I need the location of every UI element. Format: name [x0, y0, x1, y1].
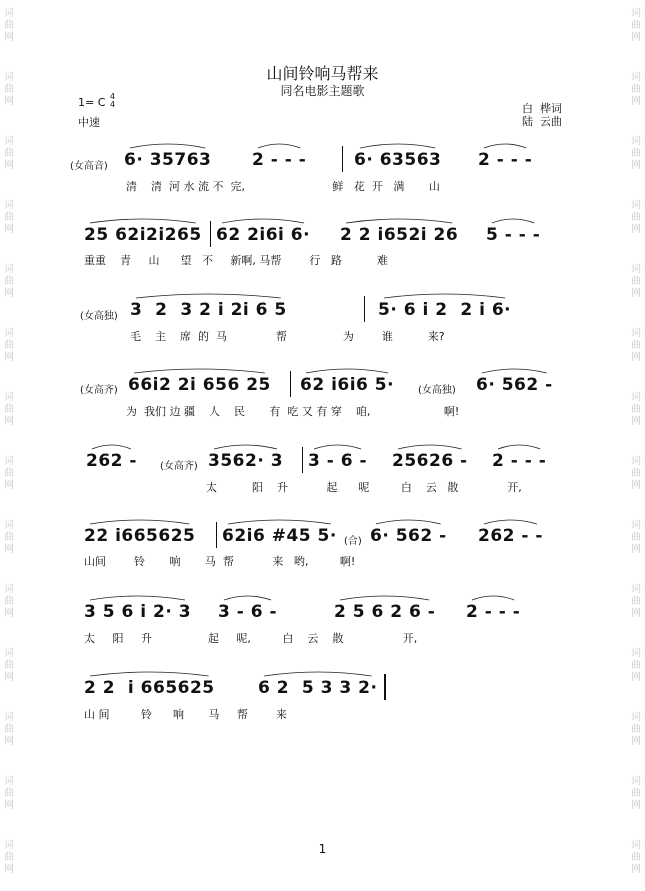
watermark-char: 网 [4, 800, 14, 811]
slur-arc [90, 596, 185, 600]
notation-measure: 66i2 2i 656 25 [128, 375, 271, 395]
watermark-char: 曲 [631, 212, 641, 223]
notation-measure: 2 - - - [466, 602, 521, 622]
lyric-line: 山间 铃 响 马 帮 来 哟, 啊! [84, 555, 356, 568]
bar-line [342, 146, 343, 172]
watermark-char: 词 [631, 520, 641, 531]
watermark-left [2, 0, 16, 891]
watermark-char: 网 [4, 608, 14, 619]
watermark-char: 曲 [631, 84, 641, 95]
watermark-char: 词 [631, 456, 641, 467]
composer-credit: 陆 云曲 [522, 115, 562, 128]
watermark-char: 网 [631, 96, 641, 107]
watermark-char: 曲 [4, 660, 14, 671]
notation-measure: 6· 562 - [370, 526, 447, 546]
watermark-char: 词 [631, 392, 641, 403]
notation-measure: 62 2i6i 6· [216, 225, 311, 245]
watermark-char: 词 [631, 776, 641, 787]
notation-measure: 2 - - - [478, 150, 533, 170]
watermark-char: 网 [631, 352, 641, 363]
bar-line [290, 371, 291, 397]
song-subtitle: 同名电影主题歌 [280, 84, 365, 98]
watermark-char: 词 [4, 328, 14, 339]
notation-measure: 62i6 #45 5· [222, 526, 337, 546]
key-signature: 1= C [78, 96, 106, 109]
voice-part-label: (女高齐) [160, 461, 198, 472]
watermark-char: 网 [4, 480, 14, 491]
notation-measure: 62 i6i6 5· [300, 375, 395, 395]
slur-arc [398, 445, 462, 449]
slur-arc [314, 445, 361, 449]
watermark-char: 曲 [4, 724, 14, 735]
watermark-char: 网 [4, 288, 14, 299]
slur-arc [360, 144, 435, 148]
watermark-char: 词 [4, 392, 14, 403]
slur-arc [306, 369, 388, 373]
final-bar-line [384, 674, 386, 700]
watermark-char: 网 [4, 416, 14, 427]
notation-measure: 3 2 3 2 i 2i 6 5 [130, 300, 287, 320]
notation-measure: 22 i665625 [84, 526, 196, 546]
voice-part-label: (女高齐) [80, 385, 118, 396]
lyric-line: 清 清 河 水 流 不 完, 鲜 花 开 满 山 [126, 180, 440, 193]
watermark-char: 网 [631, 544, 641, 555]
watermark-char: 曲 [631, 596, 641, 607]
watermark-char: 词 [631, 72, 641, 83]
watermark-char: 曲 [631, 532, 641, 543]
watermark-char: 词 [631, 8, 641, 19]
slur-arc [90, 219, 196, 223]
notation-measure: 5 - - - [486, 225, 541, 245]
watermark-char: 网 [631, 32, 641, 43]
watermark-char: 网 [631, 864, 641, 875]
notation-measure: 3562· 3 [208, 451, 284, 471]
notation-measure: 2 5 6 2 6 - [334, 602, 436, 622]
watermark-char: 曲 [4, 468, 14, 479]
watermark-char: 曲 [4, 852, 14, 863]
watermark-char: 曲 [631, 276, 641, 287]
watermark-char: 网 [4, 352, 14, 363]
lyric-line: 太 阳 升 起 呢, 白 云 散 开, [84, 632, 418, 645]
watermark-char: 网 [4, 544, 14, 555]
bar-line [216, 522, 217, 548]
lyric-line: 毛 主 席 的 马 帮 为 谁 来? [130, 330, 445, 343]
watermark-char: 曲 [4, 404, 14, 415]
watermark-char: 曲 [4, 212, 14, 223]
watermark-char: 词 [631, 264, 641, 275]
voice-part-label: (女高独) [418, 385, 456, 396]
watermark-char: 曲 [631, 20, 641, 31]
time-signature-bottom: 4 [110, 100, 116, 109]
watermark-char: 网 [4, 736, 14, 747]
watermark-char: 网 [631, 736, 641, 747]
voice-part-label: (女高音) [70, 161, 108, 172]
slur-arc [90, 672, 209, 676]
watermark-char: 网 [4, 160, 14, 171]
slur-arc [258, 144, 300, 148]
watermark-char: 词 [631, 840, 641, 851]
slur-arc [472, 596, 514, 600]
slur-arc [136, 294, 281, 298]
watermark-char: 曲 [631, 852, 641, 863]
slur-arc [376, 520, 441, 524]
slur-arc [492, 219, 534, 223]
notation-measure: 6· 562 - [476, 375, 553, 395]
watermark-char: 网 [4, 32, 14, 43]
watermark-char: 曲 [4, 84, 14, 95]
slur-arc [224, 596, 271, 600]
time-signature-top: 4 [110, 92, 116, 101]
watermark-char: 曲 [4, 148, 14, 159]
watermark-char: 词 [631, 712, 641, 723]
watermark-char: 网 [4, 672, 14, 683]
slur-arc [498, 445, 540, 449]
watermark-char: 曲 [631, 404, 641, 415]
watermark-char: 曲 [631, 724, 641, 735]
watermark-right [629, 0, 643, 891]
watermark-char: 词 [631, 648, 641, 659]
slur-arc [384, 294, 505, 298]
watermark-char: 网 [631, 608, 641, 619]
notation-measure: 2 2 i 665625 [84, 678, 215, 698]
watermark-char: 词 [631, 584, 641, 595]
watermark-char: 网 [631, 416, 641, 427]
watermark-char: 曲 [4, 276, 14, 287]
watermark-char: 词 [4, 584, 14, 595]
voice-part-label: (合) [344, 536, 362, 547]
notation-measure: 2 - - - [252, 150, 307, 170]
slur-arc [134, 369, 265, 373]
bar-line [302, 447, 303, 473]
slur-arc [130, 144, 205, 148]
lyric-line: 太 阳 升 起 呢 白 云 散 开, [206, 481, 522, 494]
time-signature [110, 93, 115, 109]
slur-arc [264, 672, 371, 676]
watermark-char: 网 [631, 224, 641, 235]
notation-measure: 3 5 6 i 2· 3 [84, 602, 192, 622]
watermark-char: 曲 [631, 340, 641, 351]
watermark-char: 曲 [4, 532, 14, 543]
watermark-char: 词 [4, 776, 14, 787]
slur-arc [214, 445, 277, 449]
watermark-char: 词 [4, 72, 14, 83]
slur-arc [482, 369, 547, 373]
watermark-char: 词 [4, 712, 14, 723]
watermark-char: 词 [4, 8, 14, 19]
watermark-char: 网 [631, 480, 641, 491]
notation-measure: 6 2 5 3 3 2· [258, 678, 378, 698]
notation-measure: 3 - 6 - [218, 602, 278, 622]
slur-arc [340, 596, 429, 600]
slur-arc [346, 219, 452, 223]
slur-arc [228, 520, 331, 524]
watermark-char: 曲 [4, 788, 14, 799]
notation-measure: 262 - [86, 451, 137, 471]
tempo-marking: 中速 [78, 116, 100, 129]
watermark-char: 网 [631, 672, 641, 683]
watermark-char: 曲 [631, 468, 641, 479]
notation-measure: 5· 6 i 2 2 i 6· [378, 300, 512, 320]
notation-measure: 6· 35763 [124, 150, 212, 170]
watermark-char: 词 [631, 328, 641, 339]
watermark-char: 网 [631, 160, 641, 171]
slur-arc [222, 219, 304, 223]
watermark-char: 词 [4, 200, 14, 211]
watermark-char: 网 [4, 224, 14, 235]
bar-line [364, 296, 365, 322]
watermark-char: 词 [4, 520, 14, 531]
lyric-line: 为 我们 边 疆 人 民 有 吃 又 有 穿 咱, 啊! [126, 405, 460, 418]
watermark-char: 词 [631, 136, 641, 147]
voice-part-label: (女高独) [80, 311, 118, 322]
notation-measure: 262 - - [478, 526, 543, 546]
notation-measure: 2 2 i652i 26 [340, 225, 459, 245]
watermark-char: 词 [4, 456, 14, 467]
notation-measure: 25626 - [392, 451, 468, 471]
page-number: 1 [318, 842, 327, 856]
slur-arc [484, 520, 537, 524]
notation-measure: 2 - - - [492, 451, 547, 471]
watermark-char: 词 [4, 648, 14, 659]
watermark-char: 曲 [631, 148, 641, 159]
song-title: 山间铃响马帮来 [266, 64, 379, 83]
lyric-line: 山 间 铃 响 马 帮 来 [84, 708, 287, 721]
watermark-char: 曲 [631, 660, 641, 671]
notation-measure: 25 62i2i265 [84, 225, 202, 245]
watermark-char: 曲 [4, 596, 14, 607]
watermark-char: 词 [631, 200, 641, 211]
watermark-char: 曲 [4, 20, 14, 31]
lyricist-credit: 白 桦词 [522, 102, 562, 115]
watermark-char: 词 [4, 840, 14, 851]
watermark-char: 网 [4, 96, 14, 107]
lyric-line: 重重 青 山 望 不 新啊, 马帮 行 路 难 [84, 254, 388, 267]
watermark-char: 词 [4, 264, 14, 275]
slur-arc [92, 445, 131, 449]
watermark-char: 曲 [4, 340, 14, 351]
slur-arc [484, 144, 526, 148]
watermark-char: 网 [4, 864, 14, 875]
watermark-char: 曲 [631, 788, 641, 799]
notation-measure: 3 - 6 - [308, 451, 368, 471]
watermark-char: 网 [631, 800, 641, 811]
notation-measure: 6· 63563 [354, 150, 442, 170]
watermark-char: 词 [4, 136, 14, 147]
bar-line [210, 221, 211, 247]
watermark-char: 网 [631, 288, 641, 299]
slur-arc [90, 520, 189, 524]
